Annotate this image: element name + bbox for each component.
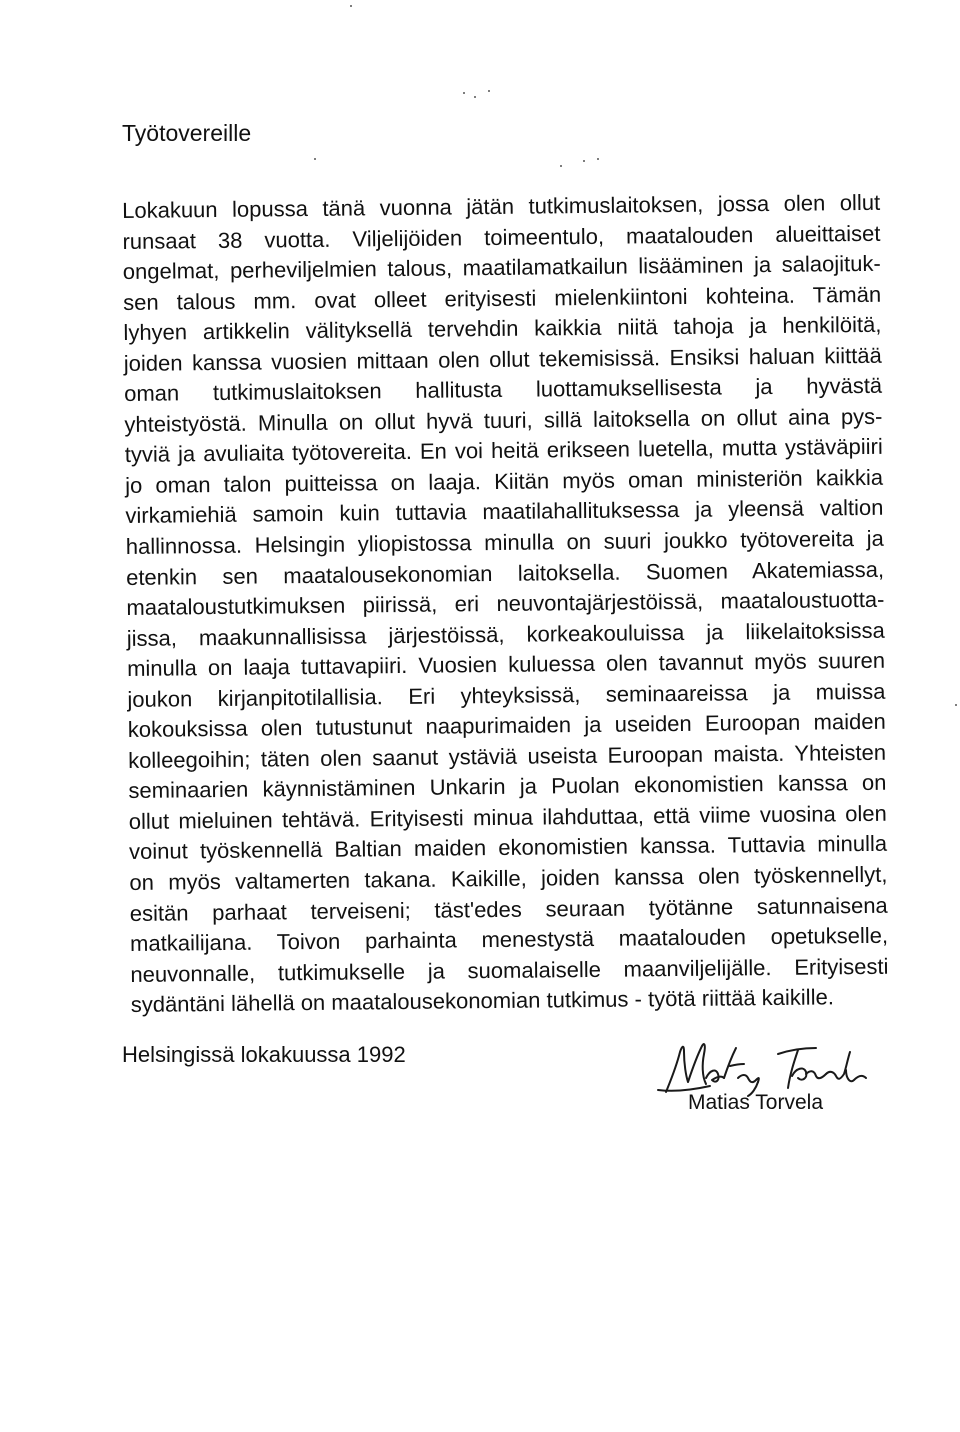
body-line: yhteistyöstä. Minulla on ollut hyvä tuuri, sillä laitoksella on ollut aina pys- bbox=[124, 403, 883, 437]
body-line: hallinnossa. Helsingin yliopistossa minulla on suuri joukko työtovereita ja bbox=[125, 525, 884, 559]
scan-speck bbox=[314, 158, 316, 160]
body-line: lyhyen artikkelin välityksellä tervehdin kaikkia niitä tahoja ja henkilöitä, bbox=[123, 311, 882, 346]
scan-speck bbox=[583, 160, 585, 162]
body-line: oman tutkimuslaitoksen hallitusta luottamuksellisesta ja hyvästä bbox=[124, 373, 883, 407]
body-line: sydäntäni lähellä on maatalousekonomian tutkimus - työtä riittää kaikille. bbox=[130, 984, 834, 1018]
body-line: etenkin sen maatalousekonomian laitoksella. Suomen Akatemiassa, bbox=[125, 556, 885, 590]
scan-speck bbox=[463, 92, 465, 94]
body-line: sen talous mm. ovat olleet erityisesti mielenkiintoni kohteina. Tämän bbox=[123, 281, 882, 315]
scan-speck bbox=[955, 704, 957, 706]
body-line: seminaarien käynnistäminen Unkarin ja Puolan ekonomistien kanssa on bbox=[128, 770, 887, 804]
body-line: joukon kirjanpitotilallisia. Eri yhteyksissä, seminaareissa ja muissa bbox=[127, 678, 886, 712]
body-line: minulla on laaja tuttavapiiri. Vuosien kuluessa olen tavannut myös suuren bbox=[126, 647, 886, 682]
body-line: joiden kanssa vuosien mittaan olen ollut tekemisissä. Ensiksi haluan kiittää bbox=[123, 342, 882, 376]
signer-name: Matias Torvela bbox=[688, 1091, 824, 1114]
body-line: ollut mieluinen tehtävä. Erityisesti minua ilahduttaa, että viime vuosina olen bbox=[128, 800, 887, 834]
body-line: jo oman talon puitteissa on laaja. Kiitän myös oman ministeriön kaikkia bbox=[124, 464, 884, 498]
body-line: jissa, maakunnallisissa järjestöissä, korkeakouluissa ja liikelaitoksissa bbox=[126, 617, 885, 651]
scan-speck bbox=[597, 158, 599, 160]
letter-heading: Työtovereille bbox=[122, 120, 252, 146]
body-line: maataloustutkimuksen piirissä, eri neuvontajärjestöissä, maataloustuotta- bbox=[126, 586, 885, 621]
body-line: voinut työskennellä Baltian maiden ekonomistien kanssa. Tuttavia minulla bbox=[128, 831, 888, 865]
place-date: Helsingissä lokakuussa 1992 bbox=[122, 1042, 406, 1067]
scan-speck bbox=[350, 5, 352, 7]
body-line: on myös valtamerten takana. Kaikille, joiden kanssa olen työskennellyt, bbox=[129, 861, 888, 895]
body-line: kolleegoihin; täten olen saanut ystäviä useista Euroopan maista. Yhteisten bbox=[127, 739, 887, 773]
scan-speck bbox=[488, 90, 490, 92]
body-line: ongelmat, perheviljelmien talous, maatilamatkailun lisääminen ja salaojituk- bbox=[122, 250, 881, 285]
body-line: matkailijana. Toivon parhainta menestystä maatalouden opetukselle, bbox=[129, 922, 889, 957]
scan-speck bbox=[560, 165, 562, 167]
body-line: neuvonnalle, tutkimukselle ja suomalaiselle maanviljelijälle. Erityisesti bbox=[130, 953, 889, 987]
body-line: Lokakuun lopussa tänä vuonna jätän tutkimuslaitoksen, jossa olen ollut bbox=[122, 189, 881, 223]
body-line: virkamiehiä samoin kuin tuttavia maatilahallituksessa ja yleensä valtion bbox=[125, 495, 884, 529]
body-line: tyviä ja avuliaita työtovereita. En voi heitä erikseen luetella, mutta ystäväpiiri bbox=[124, 434, 883, 468]
scan-speck bbox=[474, 96, 476, 98]
body-line: esitän parhaat terveiseni; täst'edes seuraan työtänne satunnaisena bbox=[129, 892, 888, 926]
letter-body bbox=[122, 188, 889, 1021]
body-line: runsaat 38 vuotta. Viljelijöiden toimeentulo, maatalouden alueittaiset bbox=[122, 220, 881, 254]
body-line: kokouksissa olen tutustunut naapurimaiden ja useiden Euroopan maiden bbox=[127, 709, 886, 743]
